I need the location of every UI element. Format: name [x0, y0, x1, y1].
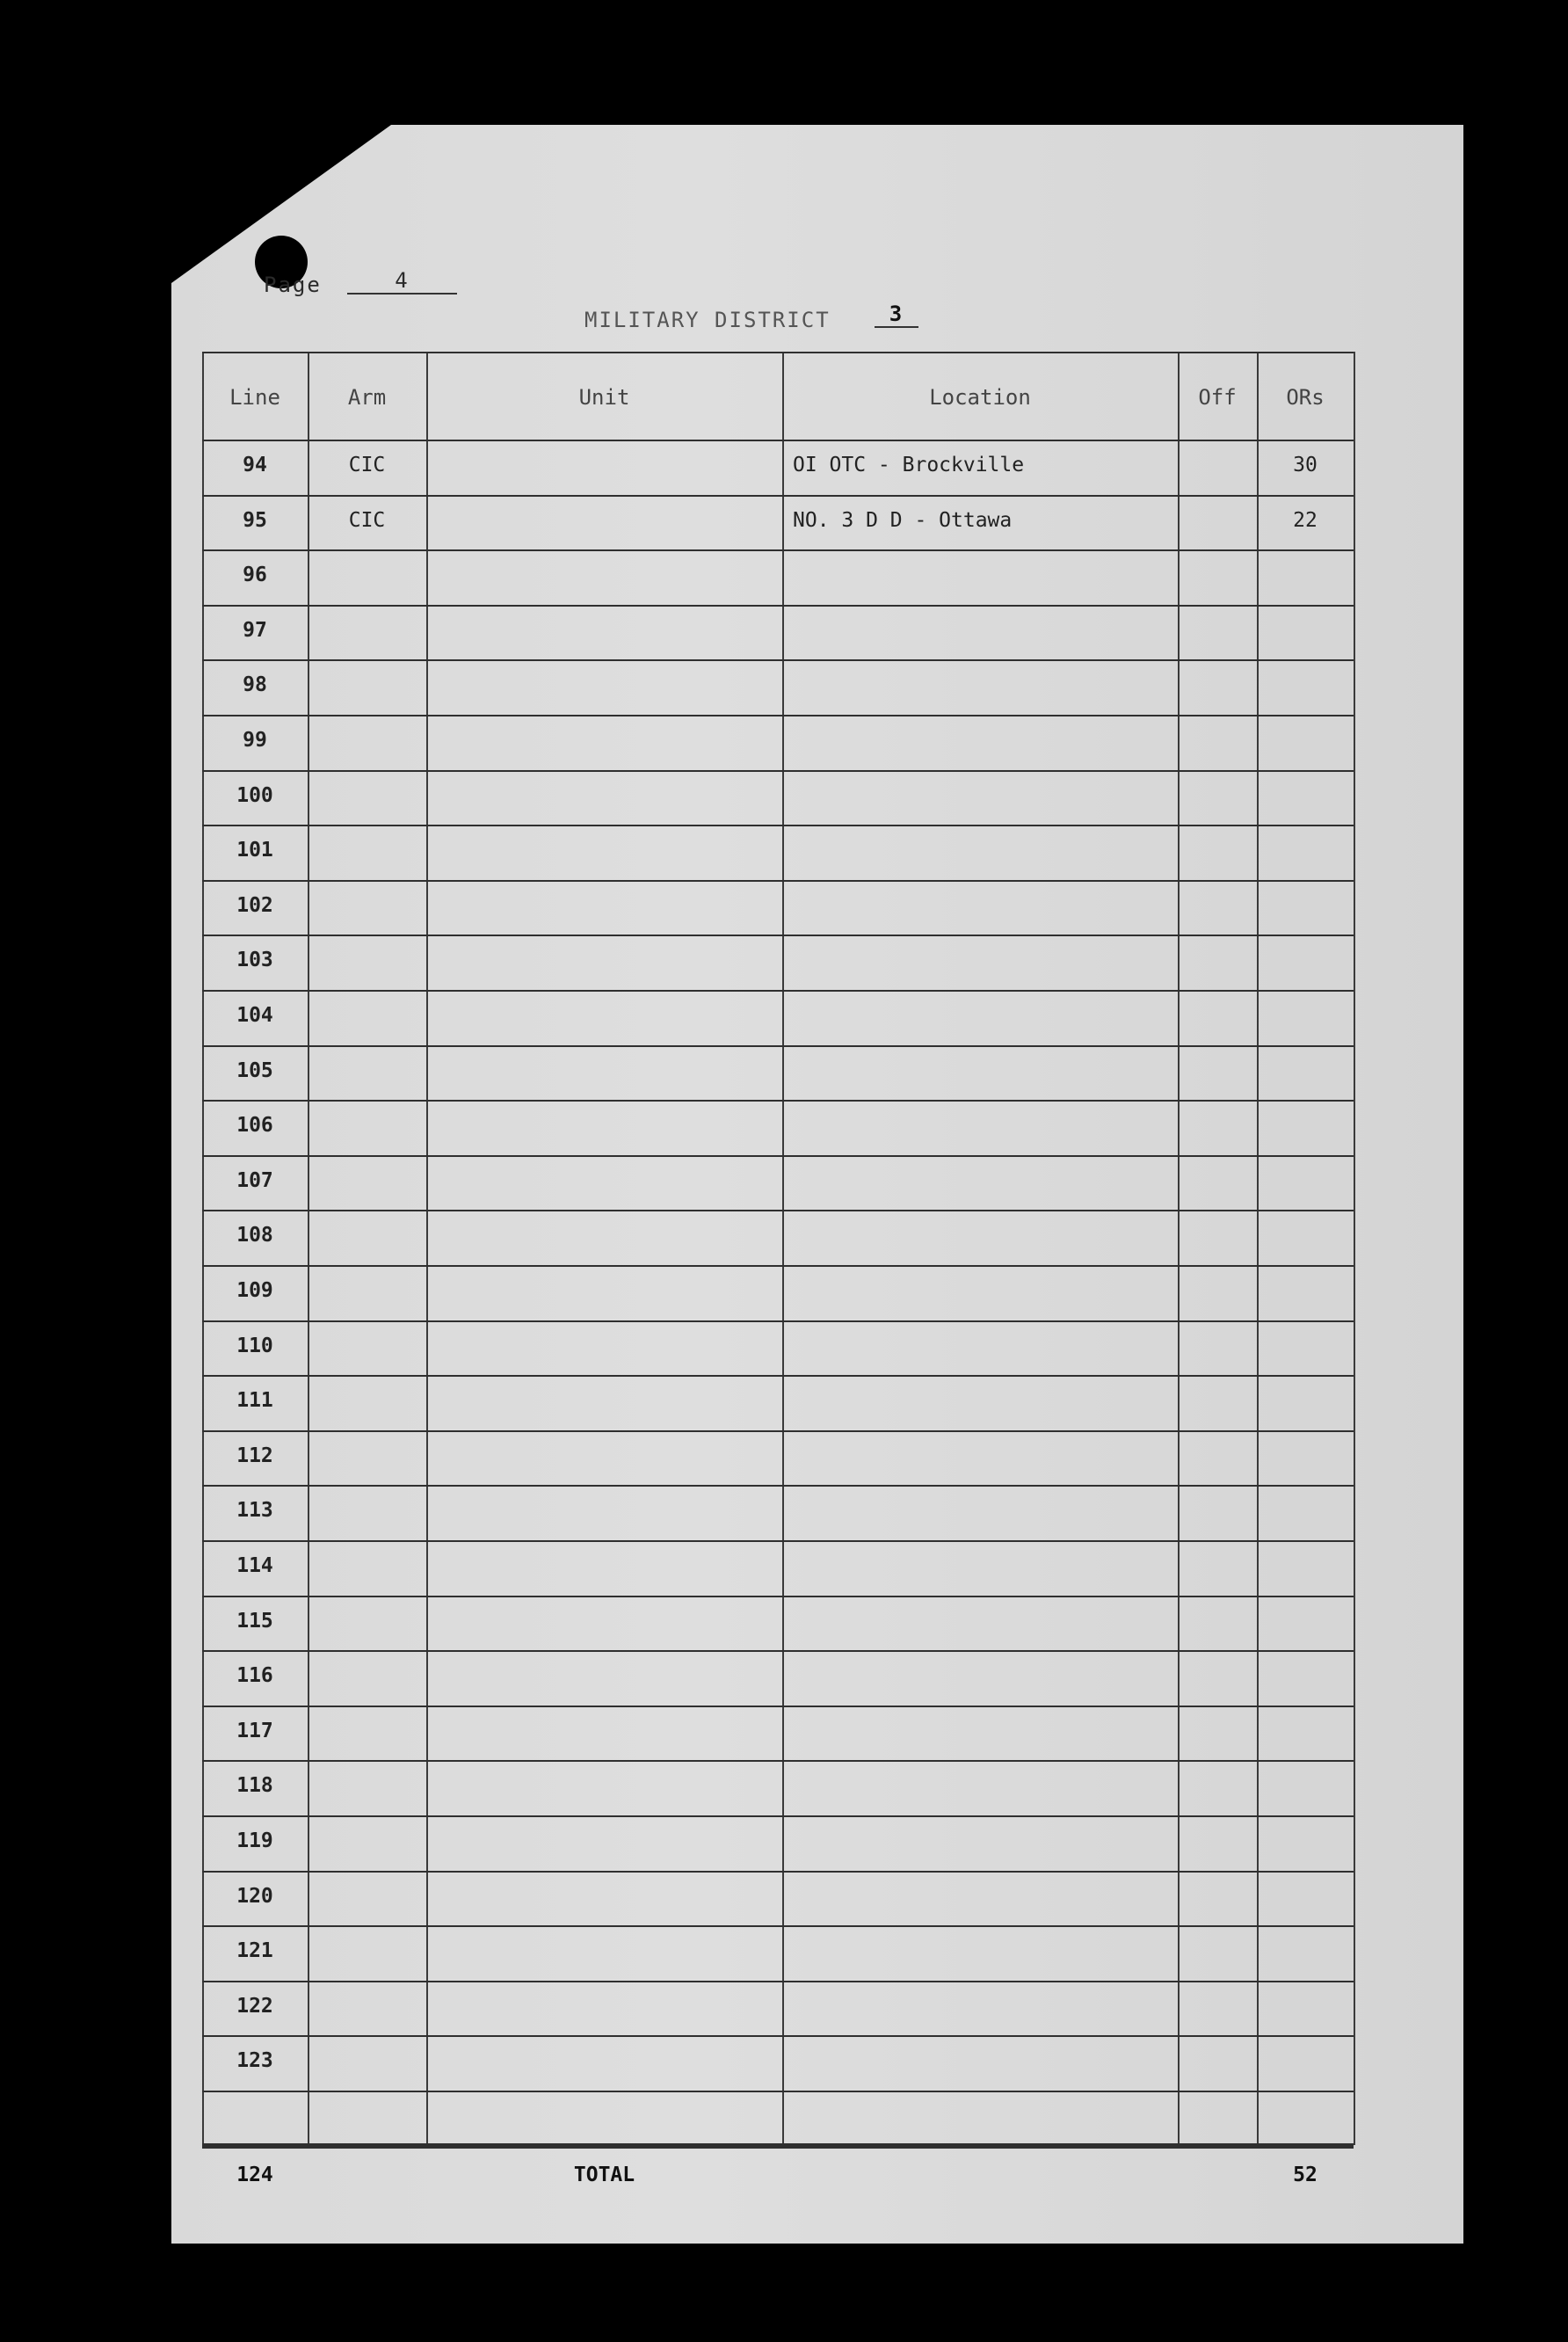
page-number: 4: [347, 268, 457, 295]
row-rule: [202, 770, 1354, 772]
row-rule: [202, 1320, 1354, 1322]
row-rule: [202, 1760, 1354, 1762]
header-rule: [202, 440, 1354, 441]
row-rule: [202, 549, 1354, 551]
table-cell-line: 104: [236, 1004, 273, 1027]
district-label: MILITARY DISTRICT: [584, 308, 831, 332]
table-cell-line: 119: [236, 1829, 273, 1852]
table-top-rule: [202, 352, 1354, 353]
column-header: Line: [229, 385, 280, 410]
table-cell-line: 117: [236, 1719, 273, 1742]
row-rule: [202, 1706, 1354, 1707]
table-cell-line: 114: [236, 1554, 273, 1577]
table-cell-line: 97: [243, 618, 267, 642]
table-cell-line: 111: [236, 1389, 273, 1413]
district-number: 3: [875, 302, 918, 328]
table-cell-line: 106: [236, 1114, 273, 1138]
table-cell-location: NO. 3 D D - Ottawa: [793, 508, 1013, 532]
table-cell-line: 121: [236, 1939, 273, 1963]
row-rule: [202, 1485, 1354, 1487]
table-cell-arm: CIC: [348, 454, 386, 476]
table-cell-line: 100: [236, 783, 273, 807]
row-rule: [202, 1430, 1354, 1432]
table-cell-line: 107: [236, 1168, 273, 1192]
table-cell-line: 96: [243, 564, 267, 587]
table-cell-line: 120: [236, 1884, 273, 1908]
table-cell-line: 110: [236, 1334, 273, 1357]
column-rule: [308, 352, 309, 2145]
row-rule: [202, 935, 1354, 936]
table-cell-line: 109: [236, 1279, 273, 1302]
table-cell-line: 105: [236, 1058, 273, 1082]
column-rule: [1354, 352, 1355, 2145]
table-bottom-rule: [202, 2143, 1354, 2146]
table-cell-line: 123: [236, 2049, 273, 2073]
table-cell-line: 95: [243, 508, 267, 532]
row-rule: [202, 1650, 1354, 1652]
row-rule: [202, 1265, 1354, 1267]
table-cell-line: 108: [236, 1224, 273, 1247]
row-rule: [202, 1981, 1354, 1982]
row-rule: [202, 715, 1354, 716]
total-ors: 52: [1293, 2163, 1318, 2186]
table-cell-line: 98: [243, 673, 267, 697]
column-rule: [1178, 352, 1180, 2145]
column-header: ORs: [1286, 385, 1325, 410]
table-cell-line: 113: [236, 1499, 273, 1523]
row-rule: [202, 1045, 1354, 1047]
table-cell-line: 102: [236, 893, 273, 917]
table-cell-line: 112: [236, 1444, 273, 1467]
table-cell-ors: 30: [1293, 454, 1318, 476]
table-cell-line: 101: [236, 839, 273, 862]
row-rule: [202, 1925, 1354, 1927]
column-rule: [426, 352, 428, 2145]
column-rule: [782, 352, 784, 2145]
table-cell-line: 94: [243, 454, 267, 476]
row-rule: [202, 990, 1354, 992]
row-rule: [202, 2091, 1354, 2092]
row-rule: [202, 1100, 1354, 1102]
row-rule: [202, 880, 1354, 882]
row-rule: [202, 1596, 1354, 1597]
row-rule: [202, 2035, 1354, 2037]
column-header: Arm: [347, 385, 387, 410]
column-header: Unit: [578, 385, 630, 410]
row-rule: [202, 1155, 1354, 1157]
table-cell-line: 122: [236, 1994, 273, 2018]
column-rule: [1257, 352, 1259, 2145]
table-cell-line: 99: [243, 729, 267, 752]
row-rule: [202, 1540, 1354, 1542]
table-cell-location: OI OTC - Brockville: [793, 454, 1025, 476]
row-rule: [202, 659, 1354, 661]
column-header: Off: [1198, 385, 1237, 410]
total-line-number: 124: [236, 2163, 273, 2186]
table-cell-line: 116: [236, 1664, 273, 1688]
table-cell-line: 103: [236, 949, 273, 972]
row-rule: [202, 605, 1354, 607]
total-label: TOTAL: [573, 2163, 635, 2186]
table-cell-line: 115: [236, 1609, 273, 1633]
table-cell-line: 118: [236, 1774, 273, 1798]
column-header: Location: [929, 385, 1031, 410]
row-rule: [202, 1815, 1354, 1817]
row-rule: [202, 495, 1354, 497]
table-cell-ors: 22: [1293, 508, 1318, 532]
row-rule: [202, 1210, 1354, 1211]
row-rule: [202, 1871, 1354, 1873]
table-cell-arm: CIC: [348, 508, 386, 532]
row-rule: [202, 825, 1354, 826]
row-rule: [202, 1375, 1354, 1377]
page-label: Page: [264, 273, 322, 297]
total-rule: [202, 2146, 1354, 2149]
ledger-table: [202, 352, 1354, 2186]
